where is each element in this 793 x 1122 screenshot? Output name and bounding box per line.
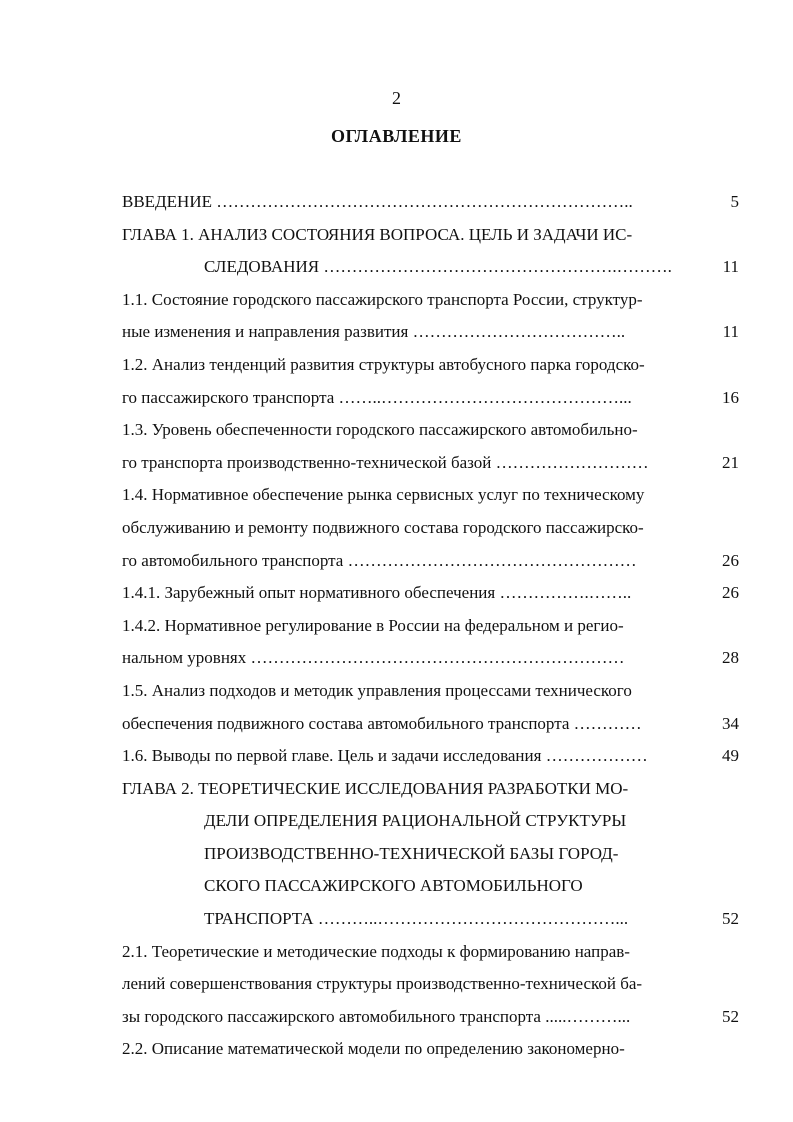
toc-line xyxy=(122,870,739,903)
toc-page-number: 26 xyxy=(722,583,739,603)
toc-page-number: 34 xyxy=(722,713,739,733)
toc-line xyxy=(122,284,739,317)
toc-line xyxy=(122,1033,739,1066)
toc-entry-text: ДЕЛИ ОПРЕДЕЛЕНИЯ РАЦИОНАЛЬНОЙ СТРУКТУРЫ xyxy=(204,811,627,831)
toc-line xyxy=(122,447,739,480)
toc-line xyxy=(122,1001,739,1034)
toc-entry-text: ПРОИЗВОДСТВЕННО-ТЕХНИЧЕСКОЙ БАЗЫ ГОРОД- xyxy=(204,843,619,863)
toc-entry-text: обслуживанию и ремонту подвижного состава городского пассажирско- xyxy=(122,517,644,537)
toc-page-number: 11 xyxy=(722,322,739,342)
toc-entry-text: 2.2. Описание математической модели по определению закономерно- xyxy=(122,1039,625,1059)
toc-line xyxy=(122,414,739,447)
toc-line xyxy=(122,610,739,643)
toc-page-number: 21 xyxy=(722,452,739,472)
toc-entry-text: го транспорта производственно-технической базой ……………………… xyxy=(122,452,649,472)
toc-entry-text: ТРАНСПОРТА ………..……………………………………... xyxy=(204,909,629,929)
toc-entry-text: 1.4.1. Зарубежный опыт нормативного обеспечения …………….…….. xyxy=(122,583,632,603)
toc-page-number: 16 xyxy=(722,387,739,407)
toc-line xyxy=(122,805,739,838)
toc-entry-text: 1.4. Нормативное обеспечение рынка сервисных услуг по техническому xyxy=(122,485,645,505)
table-of-contents xyxy=(122,186,739,1066)
toc-entry-text: нальном уровнях ………………………………………………………… xyxy=(122,648,625,668)
toc-page-number: 11 xyxy=(722,257,739,277)
toc-page-number: 52 xyxy=(722,909,739,929)
toc-entry-text: 1.2. Анализ тенденций развития структуры автобусного парка городско- xyxy=(122,354,645,374)
toc-entry-text: го пассажирского транспорта ……..……………………………………... xyxy=(122,387,632,407)
toc-line xyxy=(122,838,739,871)
toc-page-number: 26 xyxy=(722,550,739,570)
toc-line xyxy=(122,708,739,741)
toc-line xyxy=(122,186,739,219)
toc-line xyxy=(122,675,739,708)
toc-line xyxy=(122,577,739,610)
toc-line xyxy=(122,968,739,1001)
toc-entry-text: 1.4.2. Нормативное регулирование в России на федеральном и регио- xyxy=(122,615,624,635)
toc-page-number: 5 xyxy=(730,192,739,211)
toc-entry-text: лений совершенствования структуры производственно-технической ба- xyxy=(122,974,643,994)
toc-entry-text: 2.1. Теоретические и методические подходы к формированию направ- xyxy=(122,941,630,961)
toc-line xyxy=(122,740,739,773)
page-number: 2 xyxy=(392,88,401,108)
toc-entry-text: 1.6. Выводы по первой главе. Цель и задачи исследования ……………… xyxy=(122,746,648,766)
toc-entry-text: ВВЕДЕНИЕ ……………………………………………………………….. xyxy=(122,192,633,211)
toc-line xyxy=(122,936,739,969)
toc-entry-text: 1.1. Состояние городского пассажирского транспорта России, структур- xyxy=(122,289,643,309)
page-title: ОГЛАВЛЕНИЕ xyxy=(331,126,462,146)
toc-entry-text: го автомобильного транспорта …………………………………………… xyxy=(122,550,637,570)
toc-line xyxy=(122,512,739,545)
toc-page-number: 28 xyxy=(722,648,739,668)
toc-line xyxy=(122,903,739,936)
toc-line xyxy=(122,642,739,675)
toc-entry-text: ные изменения и направления развития ……………………………….. xyxy=(122,322,626,342)
toc-entry-text: СЛЕДОВАНИЯ …………………………………………….………. xyxy=(204,257,672,277)
toc-line xyxy=(122,773,739,806)
toc-line xyxy=(122,479,739,512)
toc-line xyxy=(122,219,739,252)
toc-entry-text: ГЛАВА 1. АНАЛИЗ СОСТОЯНИЯ ВОПРОСА. ЦЕЛЬ И ЗАДАЧИ ИС- xyxy=(122,224,633,244)
toc-entry-text: ГЛАВА 2. ТЕОРЕТИЧЕСКИЕ ИССЛЕДОВАНИЯ РАЗРАБОТКИ МО- xyxy=(122,778,629,798)
toc-page-number: 49 xyxy=(722,746,739,766)
toc-line xyxy=(122,316,739,349)
toc-entry-text: 1.5. Анализ подходов и методик управления процессами технического xyxy=(122,680,632,700)
toc-line xyxy=(122,545,739,578)
toc-entry-text: зы городского пассажирского автомобильного транспорта .....………... xyxy=(122,1006,631,1026)
toc-page-number: 52 xyxy=(722,1006,739,1026)
toc-line xyxy=(122,349,739,382)
toc-entry-text: обеспечения подвижного состава автомобильного транспорта ………… xyxy=(122,713,642,733)
toc-line xyxy=(122,382,739,415)
toc-entry-text: 1.3. Уровень обеспеченности городского пассажирского автомобильно- xyxy=(122,420,638,440)
toc-line xyxy=(122,251,739,284)
toc-entry-text: СКОГО ПАССАЖИРСКОГО АВТОМОБИЛЬНОГО xyxy=(204,876,583,896)
